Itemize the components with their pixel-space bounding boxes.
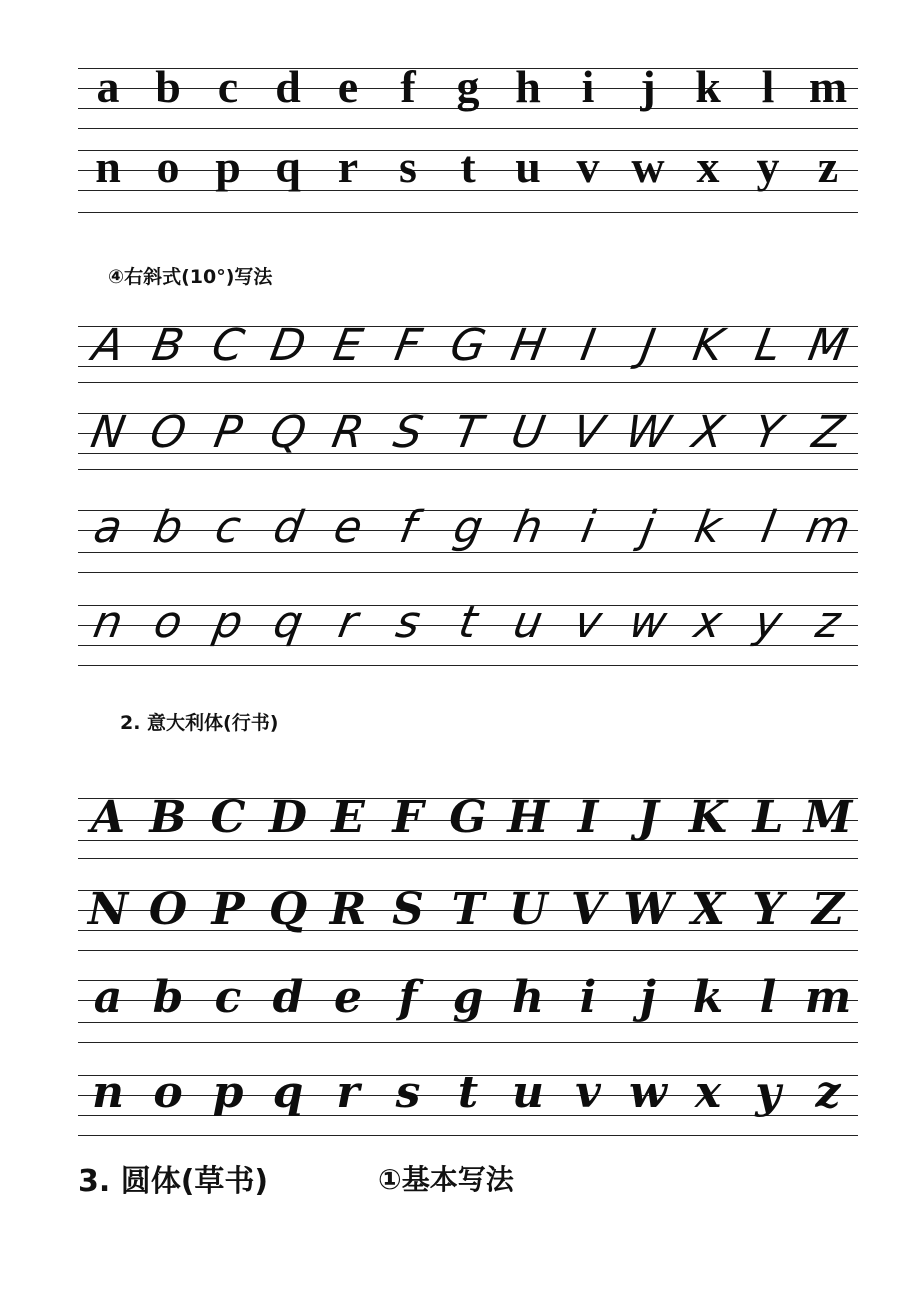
letter-glyph: W: [621, 407, 675, 458]
letter-glyph: X: [688, 407, 728, 458]
letter-glyph: y: [756, 141, 780, 192]
letter-glyph: r: [334, 597, 362, 648]
italian-upper-row-2: [78, 882, 858, 957]
upright-row-1: [78, 60, 858, 135]
letter-glyph: n: [92, 1067, 124, 1118]
letter-glyph: G: [449, 792, 487, 843]
slant-upper-row-2: [78, 405, 858, 475]
letter-glyph: I: [577, 320, 600, 371]
letter-glyph: f: [395, 502, 421, 553]
letter-glyph: Q: [266, 407, 310, 458]
letter-glyph: E: [331, 792, 365, 843]
letter-glyph: i: [581, 61, 595, 112]
letter-glyph: J: [637, 792, 659, 843]
letter-glyph: B: [148, 320, 188, 371]
letter-glyph: I: [577, 792, 599, 843]
letter-glyph: D: [268, 792, 308, 843]
letter-glyph: F: [392, 792, 424, 843]
letter-glyph: S: [392, 884, 424, 935]
letter-glyph: v: [575, 1067, 601, 1118]
letter-glyph: K: [689, 320, 728, 371]
upright-row-2: [78, 140, 858, 220]
letter-glyph: V: [568, 407, 608, 458]
letter-glyph: t: [454, 597, 482, 648]
letter-glyph: x: [696, 141, 720, 192]
letter-glyph: t: [457, 1067, 479, 1118]
letter-glyph: M: [804, 320, 852, 371]
letter-glyph: s: [395, 1067, 421, 1118]
letter-glyph: e: [337, 61, 359, 112]
letter-glyph: b: [152, 972, 184, 1023]
letter-glyph: z: [817, 141, 839, 192]
letter-glyph: Z: [811, 884, 845, 935]
letter-glyph: S: [389, 407, 427, 458]
letter-glyph: x: [690, 597, 726, 648]
letter-glyph: E: [329, 320, 367, 371]
letter-glyph: x: [694, 1067, 722, 1118]
letter-glyph: j: [640, 61, 656, 112]
slant-upper-row-1: [78, 318, 858, 388]
letter-glyph: Z: [808, 407, 848, 458]
letter-glyph: z: [815, 1067, 841, 1118]
letter-glyph: m: [804, 972, 852, 1023]
slant-lower-row-1: [78, 500, 858, 580]
letter-glyph: r: [336, 1067, 360, 1118]
letter-glyph: k: [695, 61, 721, 112]
letter-glyph: X: [690, 884, 726, 935]
letter-glyph: N: [87, 884, 129, 935]
letter-glyph: n: [95, 141, 121, 192]
letter-glyph: C: [210, 792, 246, 843]
letter-glyph: o: [150, 597, 187, 648]
letter-glyph: W: [623, 884, 673, 935]
letter-glyph: h: [509, 502, 547, 553]
letter-glyph: y: [755, 1067, 781, 1118]
italian-upper-row-1: [78, 790, 858, 865]
letter-glyph: U: [508, 884, 548, 935]
letter-glyph: o: [153, 1067, 183, 1118]
letter-glyph: q: [275, 141, 301, 192]
letter-glyph: H: [507, 320, 550, 371]
letter-glyph: w: [625, 597, 671, 648]
letter-glyph: i: [577, 502, 599, 553]
letter-glyph: l: [761, 61, 775, 112]
letter-glyph: L: [751, 320, 785, 371]
letter-glyph: H: [507, 792, 549, 843]
letter-glyph: c: [214, 972, 242, 1023]
letter-glyph: D: [266, 320, 310, 371]
letter-glyph: A: [90, 792, 126, 843]
letter-glyph: P: [210, 407, 246, 458]
letter-glyph: O: [148, 884, 188, 935]
letter-glyph: p: [215, 141, 241, 192]
letter-glyph: n: [89, 597, 127, 648]
letter-glyph: g: [449, 502, 487, 553]
letter-glyph: T: [451, 884, 485, 935]
letter-glyph: Y: [752, 884, 784, 935]
letter-glyph: g: [456, 61, 480, 112]
letter-glyph: r: [337, 141, 359, 192]
letter-glyph: m: [808, 61, 848, 112]
letter-glyph: k: [690, 502, 726, 553]
letter-glyph: s: [392, 597, 425, 648]
letter-glyph: t: [460, 141, 476, 192]
letter-glyph: G: [446, 320, 490, 371]
letter-glyph: C: [208, 320, 248, 371]
letter-glyph: w: [631, 141, 665, 192]
letter-glyph: p: [209, 597, 247, 648]
letter-glyph: p: [212, 1067, 244, 1118]
letter-glyph: R: [329, 884, 367, 935]
letter-glyph: M: [803, 792, 853, 843]
letter-glyph: e: [334, 972, 362, 1023]
letter-glyph: v: [576, 141, 600, 192]
letter-glyph: h: [512, 972, 544, 1023]
letter-glyph: v: [570, 597, 606, 648]
slant-lower-row-2: [78, 595, 858, 670]
letter-glyph: V: [570, 884, 606, 935]
letter-glyph: s: [399, 141, 417, 192]
letter-glyph: b: [149, 502, 187, 553]
letter-glyph: N: [87, 407, 130, 458]
letter-glyph: f: [398, 972, 418, 1023]
letter-glyph: w: [629, 1067, 667, 1118]
letter-glyph: q: [272, 1067, 304, 1118]
letter-glyph: J: [637, 320, 660, 371]
section-heading-round: 3. 圆体(草书): [78, 1164, 269, 1199]
letter-glyph: U: [507, 407, 549, 458]
letter-glyph: P: [211, 884, 245, 935]
letter-glyph: L: [752, 792, 784, 843]
letter-glyph: g: [452, 972, 484, 1023]
letter-glyph: T: [450, 407, 487, 458]
letter-glyph: y: [750, 597, 786, 648]
section-subheading-round-basic: ①基本写法: [378, 1163, 514, 1196]
letter-glyph: R: [328, 407, 368, 458]
letter-glyph: u: [515, 141, 541, 192]
letter-glyph: Y: [750, 407, 787, 458]
letter-glyph: b: [155, 61, 181, 112]
letter-glyph: l: [759, 972, 777, 1023]
letter-glyph: j: [637, 502, 659, 553]
letter-glyph: j: [640, 972, 656, 1023]
letter-glyph: e: [330, 502, 367, 553]
letter-glyph: B: [149, 792, 187, 843]
section-heading-italian: 2. 意大利体(行书): [120, 712, 279, 734]
letter-glyph: a: [90, 502, 127, 553]
letter-glyph: z: [812, 597, 845, 648]
letter-glyph: a: [93, 972, 123, 1023]
italian-lower-row-2: [78, 1065, 858, 1145]
letter-glyph: d: [269, 502, 307, 553]
letter-glyph: Q: [268, 884, 308, 935]
letter-glyph: d: [272, 972, 304, 1023]
letter-glyph: m: [802, 502, 855, 553]
letter-glyph: h: [515, 61, 541, 112]
letter-glyph: u: [509, 597, 547, 648]
italian-lower-row-1: [78, 970, 858, 1050]
letter-glyph: O: [146, 407, 190, 458]
letter-glyph: a: [96, 61, 120, 112]
letter-glyph: q: [269, 597, 307, 648]
letter-glyph: f: [400, 61, 416, 112]
letter-glyph: K: [688, 792, 728, 843]
letter-glyph: o: [156, 141, 180, 192]
letter-glyph: c: [217, 61, 239, 112]
letter-glyph: d: [275, 61, 301, 112]
letter-glyph: u: [512, 1067, 544, 1118]
letter-glyph: A: [88, 320, 128, 371]
letter-glyph: l: [757, 502, 779, 553]
letter-glyph: c: [211, 502, 245, 553]
letter-glyph: i: [579, 972, 597, 1023]
letter-glyph: F: [390, 320, 426, 371]
section-heading-slant: ④右斜式(10°)写法: [108, 266, 273, 288]
letter-glyph: k: [692, 972, 724, 1023]
